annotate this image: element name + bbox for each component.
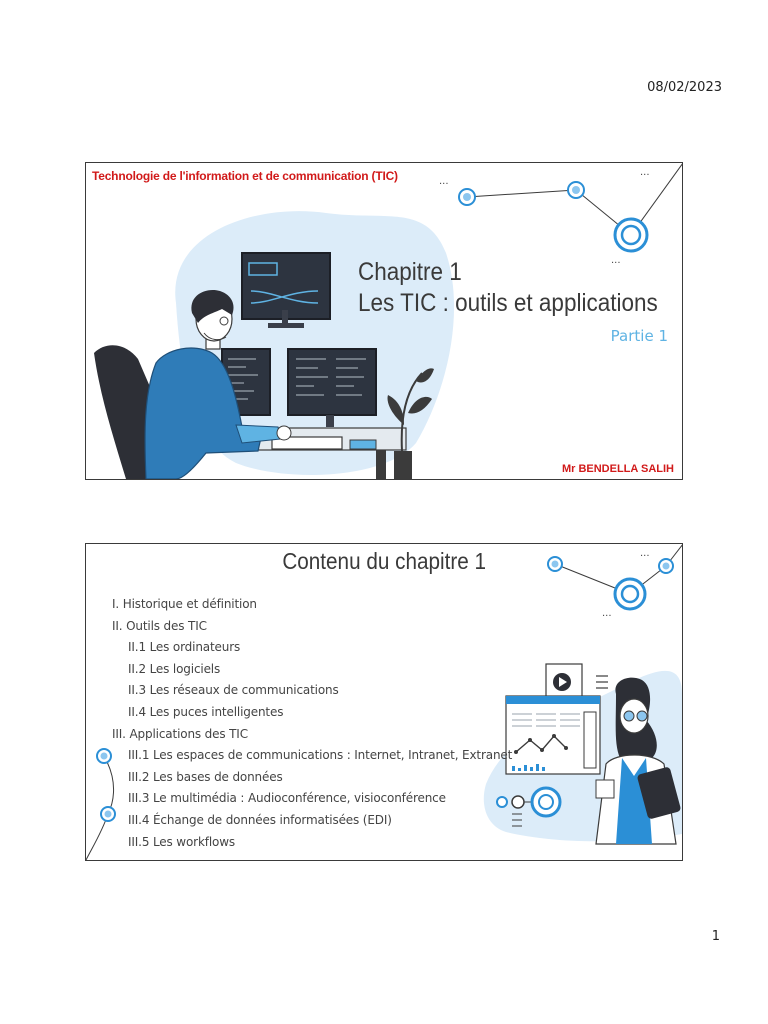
list-item: III. Applications des TIC	[112, 726, 248, 741]
monitor-right	[288, 349, 376, 427]
svg-text:...: ...	[602, 608, 612, 619]
part-label: Partie 1	[610, 327, 668, 345]
network-graphic	[467, 163, 682, 235]
contents-heading: Contenu du chapitre 1	[282, 548, 486, 574]
list-item: III.1 Les espaces de communications : Internet, Intranet, Extranet	[128, 748, 513, 763]
monitor-top	[242, 253, 330, 328]
list-item: I. Historique et définition	[112, 597, 257, 611]
list-item: II.3 Les réseaux de communications	[128, 683, 339, 698]
list-item: II.2 Les logiciels	[128, 661, 221, 676]
page-number: 1	[711, 929, 720, 944]
svg-text:...: ...	[640, 167, 650, 178]
list-item: III.5 Les workflows	[128, 834, 235, 849]
chapter-title	[358, 257, 658, 319]
svg-text:...: ...	[640, 548, 650, 559]
slide-contents	[85, 543, 683, 861]
chapter-subtitle: Les TIC : outils et applications	[358, 289, 658, 317]
page-date: 08/02/2023	[647, 80, 722, 95]
list-item: III.3 Le multimédia : Audioconférence, visioconférence	[128, 791, 446, 806]
developer-illustration	[86, 163, 682, 479]
dashboard-panel	[506, 696, 600, 774]
list-item: II.1 Les ordinateurs	[128, 640, 241, 655]
node-icons	[459, 182, 647, 251]
svg-text:...: ...	[439, 176, 449, 187]
course-title: Technologie de l'information et de communication (TIC)	[92, 169, 398, 183]
video-player-icon	[546, 664, 608, 698]
list-item: II. Outils des TIC	[112, 618, 207, 633]
chapter-number: Chapitre 1	[358, 258, 462, 286]
svg-text:...: ...	[611, 255, 621, 266]
contents-list	[112, 594, 512, 853]
list-item: II.4 Les puces intelligentes	[128, 704, 284, 719]
slide-title	[85, 162, 683, 480]
list-item: III.4 Échange de données informatisées (EDI)	[128, 812, 392, 827]
author-name: Mr BENDELLA SALIH	[561, 463, 674, 475]
list-item: III.2 Les bases de données	[128, 769, 283, 784]
